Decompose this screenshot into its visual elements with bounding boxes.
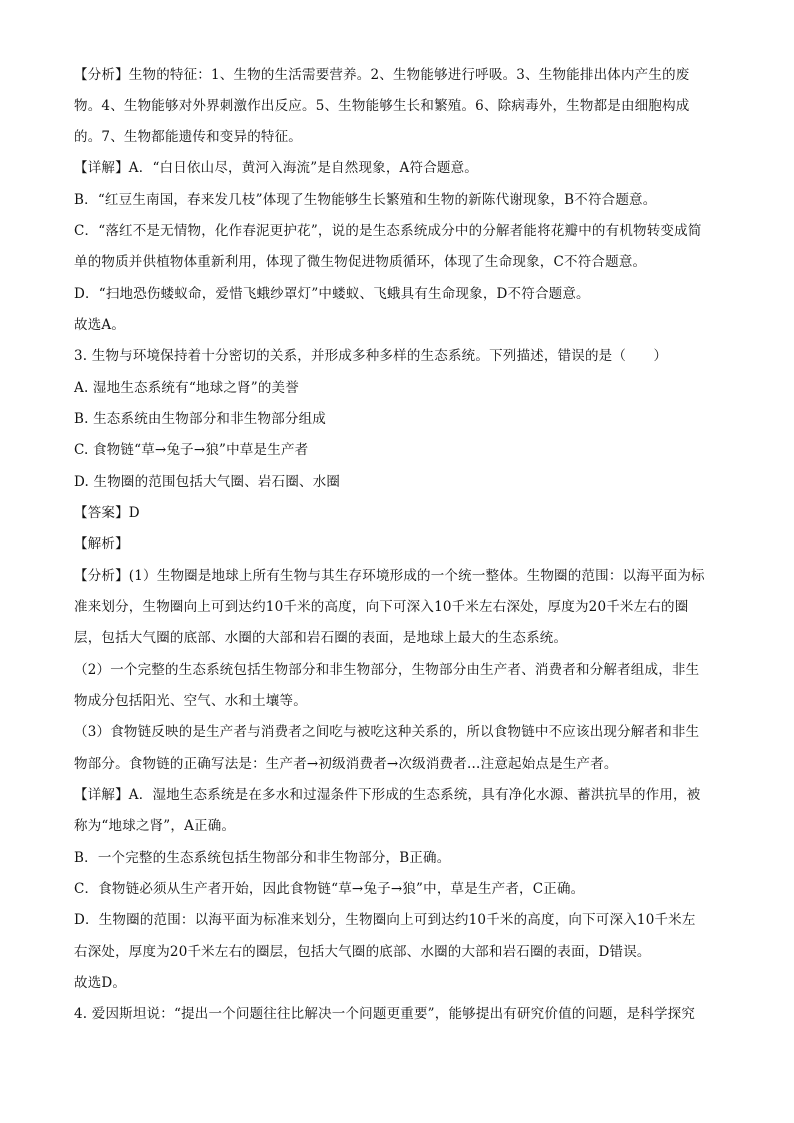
analysis-2-line-6: （3）食物链反映的是生产者与消费者之间吃与被吃这种关系的，所以食物链中不应该出现分解者和非生 bbox=[74, 724, 700, 740]
analysis-line-1: 【分析】生物的特征：1、生物的生活需要营养。2、生物能够进行呼吸。3、生物能排出体内产生的废 bbox=[74, 67, 690, 83]
detail-line-c: C．“落红不是无情物，化作春泥更护花”，说的是生态系统成分中的分解者能将花瓣中的有机物转变成简 bbox=[74, 223, 702, 239]
analysis-line-3: 的。7、生物都能遗传和变异的特征。 bbox=[74, 129, 302, 145]
detail-line-b: B．“红豆生南国，春来发几枝”体现了生物能够生长繁殖和生物的新陈代谢现象，B不符合题意。 bbox=[74, 192, 657, 208]
answer-choice-line-2: 故选D。 bbox=[74, 975, 127, 991]
detail-2-line-b: B．一个完整的生态系统包括生物部分和非生物部分，B正确。 bbox=[74, 850, 451, 866]
answer-label: 【答案】D bbox=[74, 505, 140, 521]
explanation-label: 【解析】 bbox=[74, 536, 129, 552]
detail-2-line-d: D．生物圈的范围：以海平面为标准来划分，生物圈向上可到达约10千米的高度，向下可深入10千米左 bbox=[74, 912, 696, 928]
detail-2-line-d-cont: 右深处，厚度为20千米左右的圈层，包括大气圈的底部、水圈的大部和岩石圈的表面，D错误。 bbox=[74, 944, 651, 960]
option-a: A. 湿地生态系统有“地球之肾”的美誉 bbox=[74, 380, 299, 396]
analysis-2-line-2: 准来划分，生物圈向上可到达约10千米的高度，向下可深入10千米左右深处，厚度为20千米左右的圈 bbox=[74, 599, 689, 615]
analysis-2-line-1: 【分析】(1）生物圈是地球上所有生物与其生存环境形成的一个统一整体。生物圈的范围：以海平面为标 bbox=[74, 568, 705, 584]
detail-line-c-cont: 单的物质并供植物体重新利用，体现了微生物促进物质循环，体现了生命现象，C不符合题意。 bbox=[74, 254, 647, 270]
analysis-2-line-4: （2）一个完整的生态系统包括生物部分和非生物部分，生物部分由生产者、消费者和分解者组成，非生 bbox=[74, 662, 700, 678]
option-c: C. 食物链“草→兔子→狼”中草是生产者 bbox=[74, 442, 309, 458]
analysis-2-line-3: 层，包括大气圈的底部、水圈的大部和岩石圈的表面，是地球上最大的生态系统。 bbox=[74, 630, 568, 646]
analysis-2-line-7: 物部分。食物链的正确写法是：生产者→初级消费者→次级消费者…注意起始点是生产者。 bbox=[74, 756, 618, 772]
detail-2-line-a: 【详解】A．湿地生态系统是在多水和过湿条件下形成的生态系统，具有净化水源、蓄洪抗旱的作用，被 bbox=[74, 787, 701, 803]
question-4-stem: 4. 爱因斯坦说：“提出一个问题往往比解决一个问题更重要”，能够提出有研究价值的问题，是科学探究 bbox=[74, 1006, 696, 1022]
question-3-stem: 3. 生物与环境保持着十分密切的关系，并形成多种多样的生态系统。下列描述，错误的是（ ） bbox=[74, 348, 668, 364]
analysis-2-line-5: 物成分包括阳光、空气、水和土壤等。 bbox=[74, 693, 307, 709]
answer-choice-line: 故选A。 bbox=[74, 317, 126, 333]
option-d: D. 生物圈的范围包括大气圈、岩石圈、水圈 bbox=[74, 474, 341, 490]
detail-2-line-a-cont: 称为“地球之肾”，A正确。 bbox=[74, 818, 236, 834]
detail-2-line-c: C．食物链必须从生产者开始，因此食物链“草→兔子→狼”中，草是生产者，C正确。 bbox=[74, 881, 585, 897]
option-b: B. 生态系统由生物部分和非生物部分组成 bbox=[74, 411, 327, 427]
detail-line-d: D．“扫地恐伤蝼蚁命，爱惜飞蛾纱罩灯”中蝼蚁、飞蛾具有生命现象，D不符合题意。 bbox=[74, 286, 590, 302]
analysis-line-2: 物。4、生物能够对外界刺激作出反应。5、生物能够生长和繁殖。6、除病毒外，生物都是由细胞构成 bbox=[74, 98, 690, 114]
detail-line-a: 【详解】A．“白日依山尽，黄河入海流”是自然现象，A符合题意。 bbox=[74, 160, 479, 176]
